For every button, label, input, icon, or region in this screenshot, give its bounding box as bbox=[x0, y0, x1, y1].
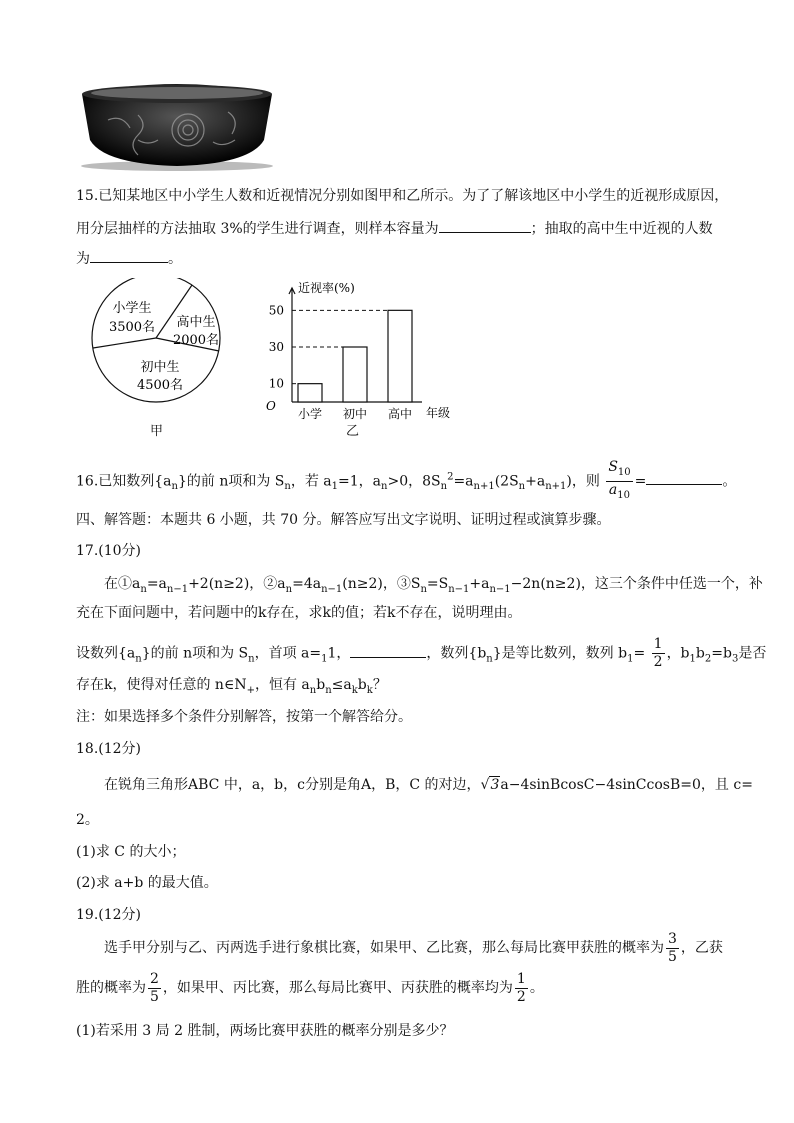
x-tick-label: 高中 bbox=[387, 407, 413, 421]
q17-text: ，数列{b bbox=[426, 645, 487, 662]
frac-den: a bbox=[608, 481, 618, 498]
q17-text: (n≥2)，③S bbox=[342, 576, 421, 592]
q17-sub: 1 bbox=[321, 653, 328, 665]
q16-sub: n bbox=[171, 481, 178, 493]
q17-text: −2n(n≥2)，这三个条件中任选一个，补 bbox=[510, 576, 763, 592]
pie-count-middle: 4500名 bbox=[136, 378, 184, 393]
q18-text: a−4sinBcosC−4sinCcosB=0，且 c= bbox=[500, 777, 753, 793]
q18-heading: 18.(12分) bbox=[76, 741, 142, 757]
bowl-photo bbox=[78, 80, 276, 172]
bar-2 bbox=[388, 310, 412, 402]
origin-label: O bbox=[266, 399, 276, 413]
q17-text: +a bbox=[469, 576, 490, 592]
q17-sub: n−1 bbox=[448, 583, 470, 595]
q19-text: 选手甲分别与乙、丙两选手进行象棋比赛，如果甲、乙比赛，那么每局比赛甲获胜的概率为 bbox=[104, 940, 664, 956]
frac-den: 2 bbox=[653, 654, 663, 670]
q17-sub: n bbox=[486, 653, 493, 665]
pie-label-primary: 小学生 bbox=[112, 301, 152, 316]
frac-num-sub: 10 bbox=[617, 466, 631, 478]
q19-text: ，乙获 bbox=[680, 940, 723, 956]
q17-text: 存在k，使得对任意的 n∈N bbox=[76, 677, 247, 693]
q18-text: 在锐角三角形ABC 中，a，b，c分别是角A，B，C 的对边， bbox=[104, 777, 481, 793]
q16-sub: n+1 bbox=[473, 481, 495, 493]
q17-sub: + bbox=[246, 684, 255, 696]
answer-blank-sample-size[interactable] bbox=[439, 218, 531, 233]
q17-sub: n bbox=[420, 583, 427, 595]
q16-sub: n bbox=[381, 481, 388, 493]
q15-text: 。 bbox=[168, 251, 182, 267]
frac-num: 2 bbox=[150, 970, 159, 987]
q17-sub: n−1 bbox=[166, 583, 189, 595]
q17-sub: n bbox=[135, 653, 142, 665]
pie-label-middle: 初中生 bbox=[140, 360, 180, 375]
q17-text: ，b bbox=[666, 645, 690, 662]
q19-text: 胜的概率为 bbox=[76, 980, 146, 996]
s10-over-a10-fraction bbox=[606, 459, 632, 504]
q18-part2: (2)求 a+b 的最大值。 bbox=[76, 875, 218, 891]
x-tick-label: 初中 bbox=[342, 407, 368, 421]
q17-text: 设数列{a bbox=[76, 645, 136, 662]
q17-text: b bbox=[316, 677, 326, 693]
q17-text: }是等比数列，数列 b bbox=[492, 645, 628, 662]
frac-num: 3 bbox=[668, 930, 677, 947]
q19-heading: 19.(12分) bbox=[76, 907, 142, 923]
q16-text: 16.已知数列{a bbox=[76, 473, 172, 490]
q16-sub: 1 bbox=[331, 481, 339, 493]
q16-text: }的前 n项和为 S bbox=[177, 473, 285, 490]
two-fifths-fraction bbox=[148, 971, 161, 1006]
q17-sub: n bbox=[309, 684, 317, 696]
y-axis-label: 近视率(%) bbox=[298, 281, 355, 295]
frac-den-sub: 10 bbox=[617, 489, 631, 501]
q17-line2: 充在下面问题中，若问题中的k存在，求k的值；若k不存在，说明理由。 bbox=[76, 605, 522, 621]
q18-line1 bbox=[104, 775, 753, 795]
frac-den: 5 bbox=[668, 948, 677, 965]
frac-num: 1 bbox=[653, 636, 663, 652]
q17-sub: n bbox=[248, 653, 255, 665]
q19-line1 bbox=[104, 930, 723, 966]
q16-text: >0，8S bbox=[387, 473, 441, 490]
q17-sub: 3 bbox=[731, 653, 739, 665]
q16-text: +a bbox=[525, 473, 546, 490]
q17-text: +2(n≥2)，②a bbox=[188, 576, 286, 592]
q17-text: 是否 bbox=[738, 645, 767, 662]
q17-line3 bbox=[76, 636, 766, 671]
section-heading: 四、解答题：本题共 6 小题，共 70 分。解答应写出文字说明、证明过程或演算步骤。 bbox=[76, 512, 611, 528]
q19-text: 。 bbox=[529, 980, 544, 996]
q16-text: (2S bbox=[494, 473, 519, 490]
q18-line2: 2。 bbox=[76, 812, 99, 828]
q17-sub: n−1 bbox=[489, 583, 511, 595]
pie-caption: 甲 bbox=[150, 424, 164, 439]
q16-sup: 2 bbox=[447, 471, 454, 483]
pie-count-high: 2000名 bbox=[172, 333, 220, 348]
q17-text: ，首项 a= bbox=[254, 645, 322, 662]
answer-blank-q16[interactable] bbox=[646, 470, 722, 485]
sqrt-symbol: √3 bbox=[480, 777, 500, 793]
q16-line bbox=[76, 459, 736, 504]
x-tick-label: 小学 bbox=[297, 407, 323, 421]
q17-text: b bbox=[695, 645, 705, 662]
q17-text: ？ bbox=[372, 677, 387, 693]
pie-label-high: 高中生 bbox=[176, 315, 216, 330]
q16-text: ，若 a bbox=[290, 473, 332, 490]
q17-text: =a bbox=[146, 576, 167, 592]
y-tick-label: 50 bbox=[268, 303, 284, 318]
q17-sub: k bbox=[366, 684, 373, 696]
answer-blank-condition[interactable] bbox=[350, 643, 426, 658]
frac-num: S bbox=[608, 459, 618, 475]
q16-sub: n bbox=[440, 481, 448, 493]
q15-line2 bbox=[76, 218, 713, 239]
frac-num: 1 bbox=[516, 970, 526, 987]
q17-text: ≤a bbox=[331, 677, 352, 693]
q16-text: 。 bbox=[722, 473, 737, 490]
x-axis-label: 年级 bbox=[426, 406, 451, 420]
q17-sub: n bbox=[140, 583, 147, 595]
q16-text: =a bbox=[453, 473, 474, 490]
q17-sub: n bbox=[325, 684, 332, 696]
q16-text: =1，a bbox=[338, 473, 382, 490]
q17-text: }的前 n项和为 S bbox=[141, 645, 249, 662]
y-tick-label: 30 bbox=[268, 340, 284, 354]
q17-text: =b bbox=[711, 645, 732, 662]
q17-text: = bbox=[633, 645, 646, 662]
q17-text: =S bbox=[426, 576, 449, 592]
q16-text: = bbox=[634, 473, 647, 490]
q17-line1 bbox=[104, 574, 763, 600]
q16-sub: n bbox=[518, 481, 526, 493]
bar-chart-yi bbox=[254, 274, 464, 439]
q17-sub: 1 bbox=[627, 653, 634, 665]
q15-line1: 15.已知某地区中小学生人数和近视情况分别如图甲和乙所示。为了了解该地区中小学生的近视形成原因， bbox=[76, 188, 729, 204]
q16-text: )，则 bbox=[566, 473, 600, 490]
q15-text: 用分层抽样的方法抽取 3%的学生进行调查，则样本容量为 bbox=[76, 221, 439, 237]
answer-blank-myopia-count[interactable] bbox=[90, 248, 168, 263]
q17-sub: n bbox=[285, 583, 293, 595]
frac-den: 2 bbox=[516, 988, 526, 1005]
q15-text: ；抽取的高中生中近视的人数 bbox=[530, 221, 713, 237]
pie-count-primary: 3500名 bbox=[108, 320, 156, 335]
q16-sub: n bbox=[284, 481, 291, 493]
q19-part1: (1)若采用 3 局 2 胜制，两场比赛甲获胜的概率分别是多少？ bbox=[76, 1023, 454, 1039]
bar-0 bbox=[298, 384, 322, 402]
q17-sub: n−1 bbox=[321, 583, 343, 595]
bar-1 bbox=[343, 347, 367, 402]
q17-text: =4a bbox=[292, 576, 322, 592]
q16-sub: n+1 bbox=[545, 481, 567, 493]
pie-chart-jia bbox=[88, 278, 238, 408]
q17-text: ，恒有 a bbox=[254, 677, 310, 693]
q17-text: 在①a bbox=[104, 576, 141, 592]
q17-sub: 1 bbox=[689, 653, 696, 665]
q17-text: b bbox=[357, 677, 367, 693]
q19-line2 bbox=[76, 970, 544, 1006]
q15-line3 bbox=[76, 248, 182, 269]
q17-sub: k bbox=[351, 684, 358, 696]
q17-text: 1， bbox=[327, 645, 351, 662]
frac-den: 5 bbox=[150, 988, 159, 1005]
q17-line4 bbox=[76, 675, 387, 701]
one-half-fraction bbox=[515, 971, 528, 1006]
bar-caption: 乙 bbox=[346, 424, 360, 439]
one-half-fraction bbox=[652, 636, 665, 671]
q17-note: 注：如果选择多个条件分别解答，按第一个解答给分。 bbox=[76, 709, 412, 725]
sqrt-radicand: 3 bbox=[490, 777, 500, 793]
three-fifths-fraction bbox=[666, 931, 679, 966]
q17-sub: 2 bbox=[704, 653, 712, 665]
q19-text: ，如果甲、丙比赛，那么每局比赛甲、丙获胜的概率均为 bbox=[162, 980, 513, 996]
q18-part1: (1)求 C 的大小； bbox=[76, 844, 186, 860]
y-tick-label: 10 bbox=[268, 376, 284, 391]
q15-text: 为 bbox=[76, 251, 90, 267]
q17-heading: 17.(10分) bbox=[76, 543, 142, 559]
